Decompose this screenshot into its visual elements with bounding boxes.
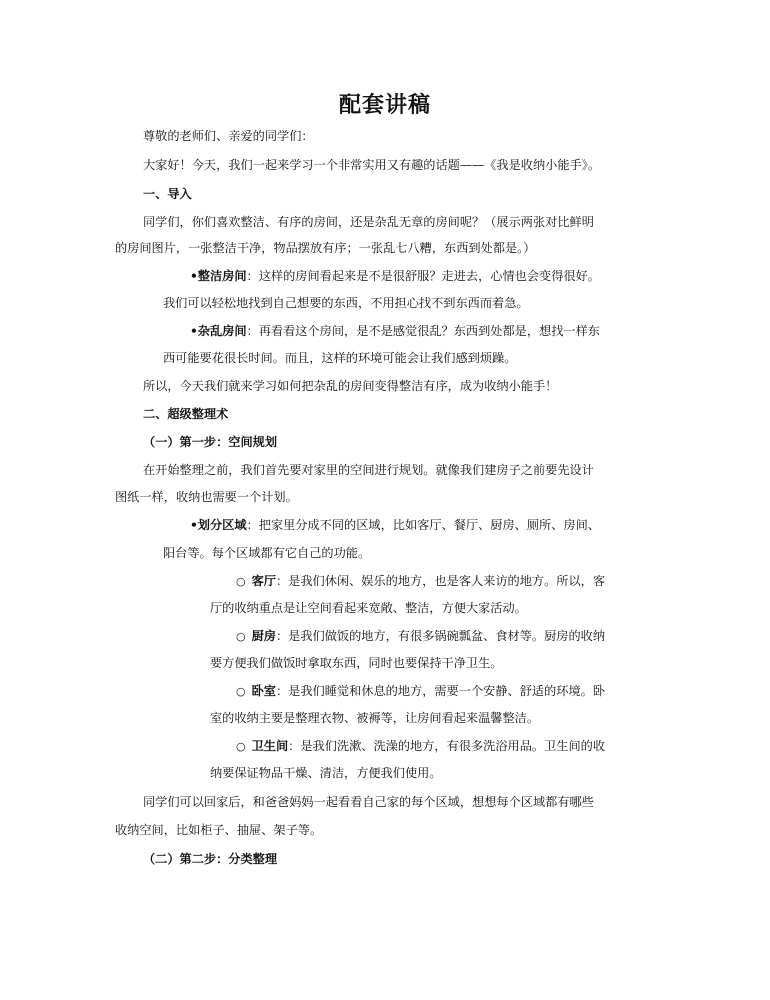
bullet-tidy-text-1: ：这样的房间看起来是不是很舒服？走进去，心情也会变得很好。 [246,269,600,283]
bullet-messy-text-1: ：再看看这个房间，是不是感觉很乱？东西到处都是，想找一样东 [246,324,600,338]
circle-bullet-icon: ○ [236,575,246,588]
room-text-2: 室的收纳主要是整理衣物、被褥等，让房间看起来温馨整洁。 [210,711,540,725]
room-text-1: ：是我们睡觉和休息的地方，需要一个安静、舒适的环境。卧 [275,684,606,698]
bullet-messy-text-2: 西可能要花很长时间。而且，这样的环境可能会让我们感到烦躁。 [163,351,517,365]
room-name: 厨房 [251,629,276,643]
step2-heading: （二）第二步：分类整理 [143,852,278,866]
bullet-dot-icon: • [190,269,198,283]
room-name: 卧室 [251,684,276,698]
section-heading-organize: 二、超级整理术 [143,407,229,421]
room-text-2: 纳要保证物品干燥、清洁，方便我们使用。 [210,766,442,780]
room-item-living [236,571,605,592]
section-heading-intro: 一、导入 [143,187,192,201]
bullet-dot-icon: • [190,518,198,532]
step1-heading: （一）第一步：空间规划 [143,435,278,449]
bullet-tidy-room [190,266,600,286]
bullet-zones-text-2: 阳台等。每个区域都有它自己的功能。 [163,546,371,560]
bullet-tidy-text-2: 我们可以轻松地找到自己想要的东西，不用担心找不到东西而着急。 [163,296,529,310]
bullet-zones-label: 划分区域 [197,518,247,532]
step1-line-2: 图纸一样，收纳也需要一个计划。 [115,490,298,504]
room-text-2: 要方便我们做饭时拿取东西，同时也要保持干净卫生。 [210,656,503,670]
intro-closing: 所以，今天我们就来学习如何把杂乱的房间变得整洁有序，成为收纳小能手！ [143,379,558,393]
room-item-bathroom [236,736,605,757]
room-name: 客厅 [251,574,276,588]
intro-question-line-2: 的房间图片，一张整洁干净，物品摆放有序；一张乱七八糟，东西到处都是。） [115,241,536,255]
bullet-tidy-label: 整洁房间 [197,269,247,283]
intro-question-line-1: 同学们，你们喜欢整洁、有序的房间，还是杂乱无章的房间呢？（展示两张对比鲜明 [143,215,594,229]
circle-bullet-icon: ○ [236,630,246,643]
room-text-1: ：是我们休闲、娱乐的地方，也是客人来访的地方。所以，客 [275,574,606,588]
bullet-zones-text-1: ：把家里分成不同的区域，比如客厅、餐厅、厨房、厕所、房间、 [246,518,600,532]
room-text-2: 厅的收纳重点是让空间看起来宽敞、整洁，方便大家活动。 [210,601,527,615]
step1-line-1: 在开始整理之前，我们首先要对家里的空间进行规划。就像我们建房子之前要先设计 [143,463,594,477]
circle-bullet-icon: ○ [236,740,246,753]
room-item-bedroom [236,681,605,702]
greeting: 尊敬的老师们、亲爱的同学们： [143,129,314,143]
room-text-1: ：是我们做饭的地方，有很多锅碗瓢盆、食材等。厨房的收纳 [275,629,606,643]
room-item-kitchen [236,626,605,647]
circle-bullet-icon: ○ [236,685,246,698]
after-zones-line-2: 收纳空间，比如柜子、抽屉、架子等。 [115,823,323,837]
intro-paragraph: 大家好！今天，我们一起来学习一个非常实用又有趣的话题——《我是收纳小能手》。 [143,158,601,172]
bullet-zones [190,515,600,535]
bullet-messy-label: 杂乱房间 [197,324,247,338]
after-zones-line-1: 同学们可以回家后，和爸爸妈妈一起看看自己家的每个区域，想想每个区域都有哪些 [143,795,594,809]
bullet-dot-icon: • [190,324,198,338]
page-title: 配套讲稿 [338,92,431,118]
room-name: 卫生间 [251,739,289,753]
room-text-1: ：是我们洗漱、洗澡的地方，有很多洗浴用品。卫生间的收 [288,739,606,753]
bullet-messy-room [190,321,600,341]
